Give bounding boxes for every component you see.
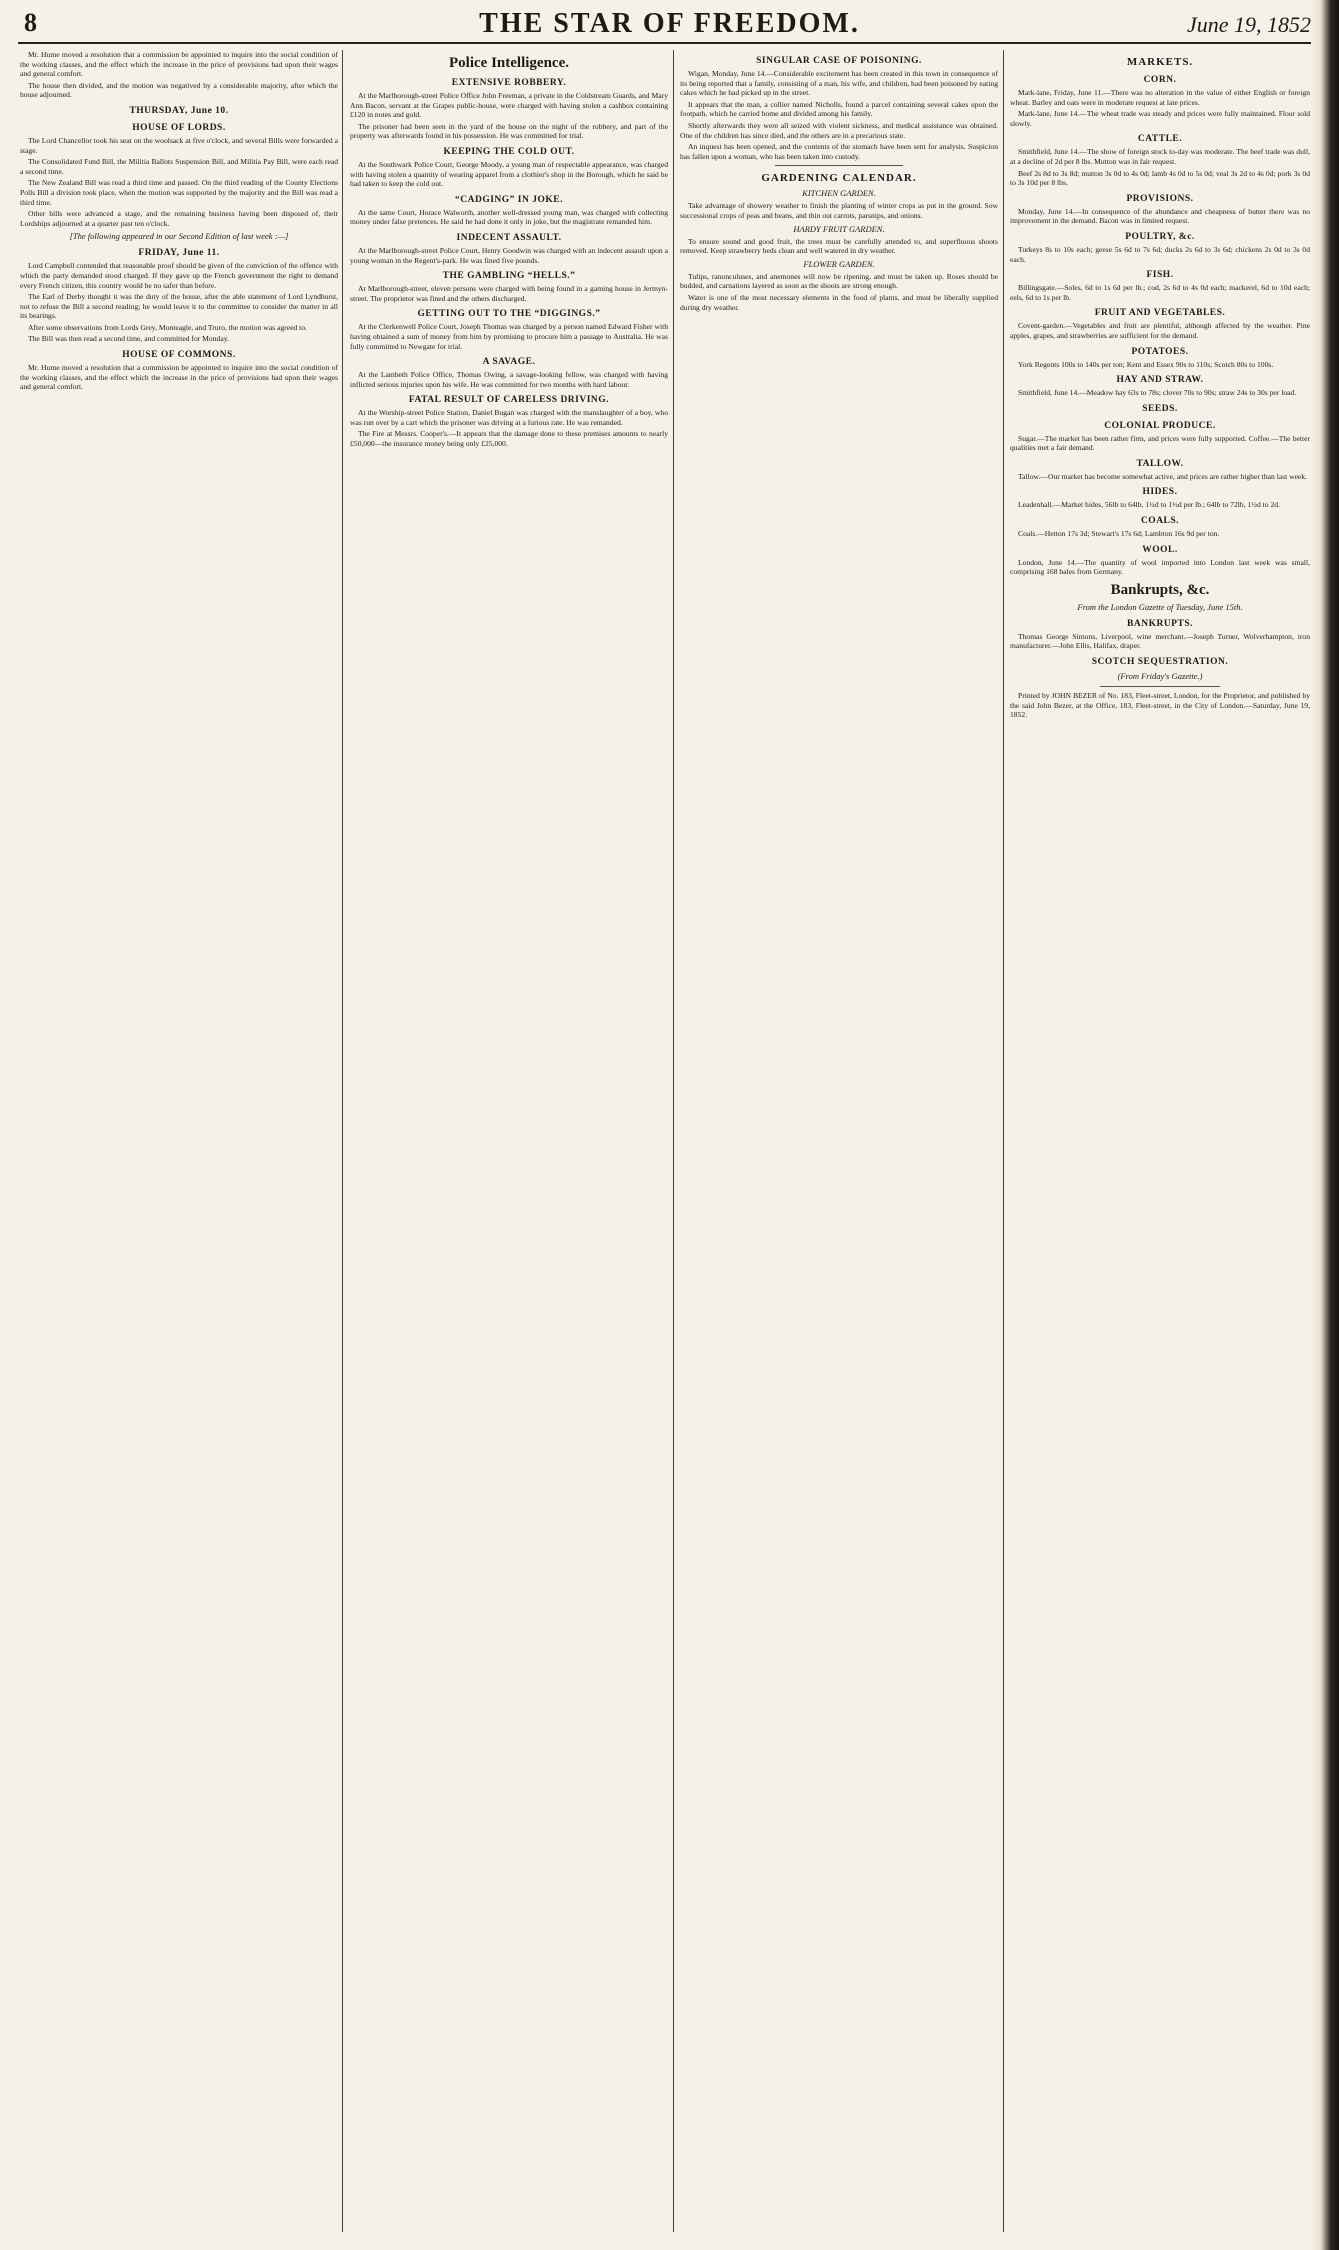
market-report: Smithfield, June 14.—The show of foreign stock to-day was moderate. The beef trade was dull, at a decline of 2d per 8 lbs. Mutton was in fair request. xyxy=(1010,147,1310,166)
article-paragraph: Lord Campbell contended that reasonable proof should be given of the conviction of the offence with which the party demanded stood charged. If they gave up the French government the right to demand every French citizen, this country would be no safer than before. xyxy=(20,261,338,290)
article-paragraph: Take advantage of showery weather to finish the planting of winter crops as put in the ground. Sow successional crops of peas and beans, and thin out carrots, parsnips, and onions. xyxy=(680,201,998,220)
section-heading: HOUSE OF LORDS. xyxy=(132,122,226,133)
market-heading: PROVISIONS. xyxy=(1126,193,1194,204)
market-heading: POULTRY, &c. xyxy=(1125,231,1195,242)
sub-heading: HARDY FRUIT GARDEN. xyxy=(793,223,885,234)
gazette-line: (From Friday's Gazette.) xyxy=(1117,671,1203,682)
market-heading: WOOL. xyxy=(1142,544,1178,555)
article-paragraph: At the Clerkenwell Police Court, Joseph Thomas was charged by a person named Edward Fisher with having obtained a sum of money from him by promising to procure him a passage to Australia. He was fully committed to Newgate for trial. xyxy=(350,322,668,351)
market-report: Coals.—Hetton 17s 3d; Stewart's 17s 6d; Lambton 16s 9d per ton. xyxy=(1018,529,1220,539)
market-heading: TALLOW. xyxy=(1136,458,1184,469)
article-paragraph: Wigan, Monday, June 14.—Considerable excitement has been created in this town in consequence of its being reported that a family, consisting of a man, his wife, and children, had been poisoned by eating cakes which he had picked up in the street. xyxy=(680,69,998,98)
market-report: Leadenhall.—Market hides, 56lb to 64lb, 1¼d to 1½d per lb.; 64lb to 72lb, 1½d to 2d. xyxy=(1018,500,1280,510)
market-report: London, June 14.—The quantity of wool imported into London last week was small, comprising 168 bales from Germany. xyxy=(1010,557,1310,577)
market-heading: FISH. xyxy=(1146,270,1174,281)
sub-heading: BANKRUPTS. xyxy=(1127,618,1193,629)
article-paragraph: The house then divided, and the motion was negatived by a considerable majority, after which the house adjourned. xyxy=(20,80,338,100)
market-heading: POTATOES. xyxy=(1131,346,1189,357)
section-heading: HOUSE OF COMMONS. xyxy=(122,350,236,361)
article-heading: “CADGING” IN JOKE. xyxy=(455,194,563,205)
article-paragraph: The New Zealand Bill was read a third time and passed. On the third reading of the County Elections Polls Bill a division took place, when the motion was supported by the majority and the Bill was read a third time. xyxy=(20,178,338,207)
article-heading: THE GAMBLING “HELLS.” xyxy=(442,271,576,282)
printer-imprint: Printed by JOHN BEZER of No. 183, Fleet-street, London, for the Proprietor, and published by the said John Bezer, at the Office, 183, Fleet-street, in the City of London.—Saturday, June 19, 1852. xyxy=(1010,691,1310,720)
article-paragraph: At the Worship-street Police Station, Daniel Bugan was charged with the manslaughter of a boy, who was run over by a cart which the prisoner was driving at a furious rate. He was remanded. xyxy=(350,408,668,427)
article-paragraph: The Consolidated Fund Bill, the Militia Ballots Suspension Bill, and Militia Pay Bill, were each read a second time. xyxy=(20,157,338,176)
column-rule xyxy=(342,50,343,2232)
fire-note: The Fire at Messrs. Cooper's.—It appears that the damage done to these premises amounts to nearly £50,000—the insurance money being only £25,000. xyxy=(350,429,668,449)
market-report: Covent-garden.—Vegetables and fruit are plentiful, although affected by the weather. Pine apples, grapes, and strawberries are sufficient for the demand. xyxy=(1010,321,1310,340)
section-heading: Bankrupts, &c. xyxy=(1110,581,1210,598)
issue-date: June 19, 1852 xyxy=(1186,12,1311,37)
article-heading: EXTENSIVE ROBBERY. xyxy=(451,78,567,88)
article-paragraph: An inquest has been opened, and the contents of the stomach have been sent for analysis. Suspicion has fallen upon a woman, who has been taken into custody. xyxy=(680,142,998,161)
article-heading: INDECENT ASSAULT. xyxy=(456,232,562,243)
market-report: Tallow.—Our market has become somewhat active, and prices are rather higher than last week. xyxy=(1018,471,1308,481)
section-heading: Police Intelligence. xyxy=(449,55,569,71)
market-heading: HAY AND STRAW. xyxy=(1116,375,1204,386)
divider xyxy=(775,165,902,166)
market-report: Turkeys 8s to 10s each; geese 5s 6d to 7s 6d; ducks 2s 6d to 3s 6d; chickens 2s 0d to 3s 0d each. xyxy=(1010,244,1310,264)
column-rule xyxy=(1003,50,1004,2232)
market-heading: COLONIAL PRODUCE. xyxy=(1104,420,1216,431)
article-paragraph: The Lord Chancellor took his seat on the woolsack at five o'clock, and several Bills were forwarded a stage. xyxy=(20,135,338,155)
article-paragraph: At Marlborough-street, eleven persons were charged with being found in a gaming house in Jermyn-street. The proprietor was fined and the others discharged. xyxy=(350,284,668,303)
article-heading: FATAL RESULT OF CARELESS DRIVING. xyxy=(408,395,610,406)
article-paragraph: At the Marlborough-street Police Office John Freeman, a private in the Coldstream Guards, and Mary Ann Bacon, servant at the Grapes public-house, were charged with having stolen a cashbox containing £120 in notes and gold. xyxy=(350,91,668,120)
article-heading: A SAVAGE. xyxy=(482,357,536,368)
market-report: Beef 2s 8d to 3s 8d; mutton 3s 0d to 4s 0d; lamb 4s 0d to 5s 0d; veal 3s 2d to 4s 0d; pork 3s 0d to 3s 10d per 8 lbs. xyxy=(1010,168,1310,188)
article-paragraph: Shortly afterwards they were all seized with violent sickness, and medical assistance was obtained. One of the children has since died, and the others are in a precarious state. xyxy=(680,120,998,140)
section-heading: THURSDAY, June 10. xyxy=(129,105,229,116)
newspaper-title: THE STAR OF FREEDOM. xyxy=(479,8,860,39)
sub-heading: KITCHEN GARDEN. xyxy=(802,188,876,199)
article-paragraph: After some observations from Lords Grey, Monteagle, and Truro, the motion was agreed to. xyxy=(28,322,307,332)
column-rule xyxy=(673,50,674,2232)
article-paragraph: At the Marlborough-street Police Court, Henry Goodwin was charged with an indecent assault upon a young woman in the Regent's-park. He was fined five pounds. xyxy=(350,245,668,265)
article-heading: SINGULAR CASE OF POISONING. xyxy=(756,56,922,66)
market-report: Smithfield, June 14.—Meadow hay 63s to 78s; clover 70s to 90s; straw 24s to 30s per load. xyxy=(1018,388,1297,398)
market-heading: CATTLE. xyxy=(1137,134,1183,145)
sub-heading: SCOTCH SEQUESTRATION. xyxy=(1091,657,1229,668)
article-heading: GETTING OUT TO THE “DIGGINGS.” xyxy=(417,309,601,320)
article-paragraph: It appears that the man, a collier named Nicholls, found a parcel containing several cakes upon the footpath, which he carried home and divided among his family. xyxy=(680,99,998,119)
article-paragraph: The prisoner had been seen in the yard of the house on the night of the robbery, and part of the property was afterwards found in his possession. He was committed for trial. xyxy=(350,121,668,141)
article-paragraph: At the same Court, Horace Walworth, another well-dressed young man, was charged with collecting money under false pretences. He said he had done it only in joke, but the magistrate remanded him. xyxy=(350,207,668,227)
divider xyxy=(1100,686,1220,687)
article-paragraph: Tulips, ranunculuses, and anemones will now be ripening, and must be taken up. Roses should be budded, and carnations layered as soon as the shoots are strong enough. xyxy=(680,271,998,291)
article-paragraph: Mr. Hume moved a resolution that a commission be appointed to inquire into the social condition of the working classes, and the effect which the increase in the price of provisions had upon their wages and general comfort. xyxy=(20,363,338,392)
market-report: Billingsgate.—Soles, 6d to 1s 6d per lb.; cod, 2s 6d to 4s 0d each; mackerel, 6d to 10d each; eels, 6d to 1s per lb. xyxy=(1010,283,1310,302)
article-paragraph: To ensure sound and good fruit, the trees must be carefully attended to, and superfluous shoots removed. Keep strawberry beds clean and well watered in dry weather. xyxy=(680,236,998,256)
masthead xyxy=(18,8,1321,44)
market-heading: HIDES. xyxy=(1142,487,1178,498)
page-number: 8 xyxy=(24,8,37,37)
gazette-line: From the London Gazette of Tuesday, June 15th. xyxy=(1077,601,1243,612)
section-heading: GARDENING CALENDAR. xyxy=(761,172,917,185)
bankrupts-list: Thomas George Simons, Liverpool, wine merchant.—Joseph Turner, Wolverhampton, iron manufacturer.—John Ellis, Halifax, draper. xyxy=(1010,631,1310,651)
market-report: Mark-lane, June 14.—The wheat trade was steady and prices were fully maintained. Flour sold slowly. xyxy=(1010,109,1310,128)
market-report: Sugar.—The market has been rather firm, and prices were fully supported. Coffee.—The better qualities met a fair demand. xyxy=(1010,433,1310,453)
article-paragraph: Mr. Hume moved a resolution that a commission be appointed to inquire into the social condition of the working classes, and the effect which the increase in the price of provisions had upon their wages and general comfort. xyxy=(20,50,338,79)
market-report: Mark-lane, Friday, June 11.—There was no alteration in the value of either English or foreign wheat. Barley and oats were in moderate request at late prices. xyxy=(1010,88,1310,107)
market-heading: SEEDS. xyxy=(1142,403,1178,414)
column-police xyxy=(350,50,668,2232)
market-heading: CORN. xyxy=(1143,75,1177,85)
article-heading: KEEPING THE COLD OUT. xyxy=(443,146,575,157)
article-paragraph: Other bills were advanced a stage, and the remaining business having been disposed of, their Lordships adjourned at a quarter past ten o'clock. xyxy=(20,209,338,228)
article-paragraph: Water is one of the most necessary elements in the food of plants, and must be liberally supplied during dry weather. xyxy=(680,292,998,312)
column-parliament xyxy=(20,50,338,2232)
article-paragraph: At the Southwark Police Court, George Moody, a young man of respectable appearance, was charged with having stolen a quantity of wearing apparel from a clothier's shop in the Borough, which he said he had taken to keep the cold out. xyxy=(350,159,668,189)
market-heading: FRUIT AND VEGETABLES. xyxy=(1094,308,1226,319)
page-edge-shadow xyxy=(1311,0,1339,2250)
column-poisoning-gardening xyxy=(680,50,998,2232)
section-heading: MARKETS. xyxy=(1126,56,1194,68)
article-paragraph: At the Lambeth Police Office, Thomas Owing, a savage-looking fellow, was charged with having inflicted serious injuries upon his wife. He was committed for two months with hard labour. xyxy=(350,370,668,389)
market-report: York Regents 100s to 140s per ton; Kent and Essex 90s to 110s; Scotch 80s to 100s. xyxy=(1018,359,1274,369)
section-heading: FRIDAY, June 11. xyxy=(138,248,220,259)
market-heading: COALS. xyxy=(1140,516,1180,527)
article-paragraph: The Earl of Derby thought it was the duty of the house, after the able statement of Lord Lyndhurst, not to refuse the Bill a second reading; he would leave it to the committee to consider the matter in all its bearings. xyxy=(20,292,338,321)
market-report: Monday, June 14.—In consequence of the abundance and cheapness of butter there was no improvement in the demand. Bacon was in limited request. xyxy=(1010,206,1310,226)
article-paragraph: The Bill was then read a second time, and committed for Monday. xyxy=(28,334,229,344)
notice: [The following appeared in our Second Edition of last week :—] xyxy=(69,231,289,242)
sub-heading: FLOWER GARDEN. xyxy=(803,258,875,269)
column-markets xyxy=(1010,50,1310,2232)
